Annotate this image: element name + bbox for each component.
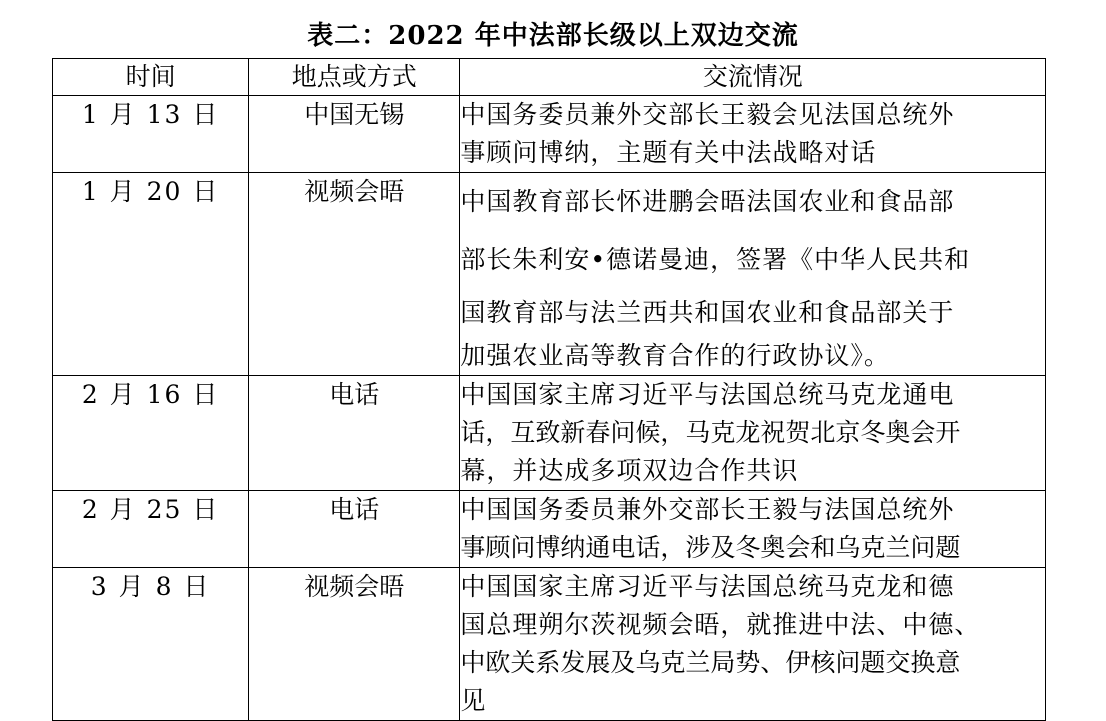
cell-description [460,491,1046,568]
description-line: 事顾问博纳通电话，涉及冬奥会和乌克兰问题 [460,533,961,562]
cell-place: 视频会晤 [249,173,460,376]
description-line: 幕，并达成多项双边合作共识 [460,456,799,485]
table-row [53,491,1046,568]
table-row [53,96,1046,173]
cell-time: 2 月 25 日 [53,491,249,568]
description-line: 国总理朔尔茨视频会晤，就推进中法、中德、 [460,610,981,639]
description-line: 事顾问博纳，主题有关中法战略对话 [460,138,877,167]
description-line: 见 [460,686,487,715]
description-line: 国教育部与法兰西共和国农业和食品部关于 [460,298,955,327]
description-line: 中欧关系发展及乌克兰局势、伊核问题交换意 [460,648,961,677]
table-header-row [53,59,1046,96]
cell-place: 中国无锡 [249,96,460,173]
table-row [53,568,1046,721]
header-description: 交流情况 [460,59,1046,96]
cell-time: 1 月 20 日 [53,173,249,376]
table-row [53,173,1046,376]
header-time: 时间 [53,59,249,96]
exchange-table [52,58,1046,721]
header-place: 地点或方式 [249,59,460,96]
description-line: 中国务委员兼外交部长王毅会见法国总统外 [460,100,955,129]
description-line: 部长朱利安•德诺曼迪，签署《中华人民共和 [460,245,971,274]
table-row [53,376,1046,491]
cell-place: 电话 [249,491,460,568]
cell-time: 1 月 13 日 [53,96,249,173]
table-title: 表二：2022 年中法部长级以上双边交流 [307,21,799,51]
description-line: 中国国家主席习近平与法国总统马克龙和德 [460,572,955,601]
cell-time: 2 月 16 日 [53,376,249,491]
cell-time: 3 月 8 日 [53,568,249,721]
description-line: 中国国家主席习近平与法国总统马克龙通电 [460,380,955,409]
cell-description [460,173,1046,376]
description-line: 话，互致新春问候，马克龙祝贺北京冬奥会开 [460,418,961,447]
cell-description [460,96,1046,173]
cell-place: 电话 [249,376,460,491]
description-line: 加强农业高等教育合作的行政协议》。 [460,341,890,370]
cell-description [460,376,1046,491]
cell-place: 视频会晤 [249,568,460,721]
cell-description [460,568,1046,721]
description-line: 中国国务委员兼外交部长王毅与法国总统外 [460,495,955,524]
description-line: 中国教育部长怀进鹏会晤法国农业和食品部 [460,187,955,216]
